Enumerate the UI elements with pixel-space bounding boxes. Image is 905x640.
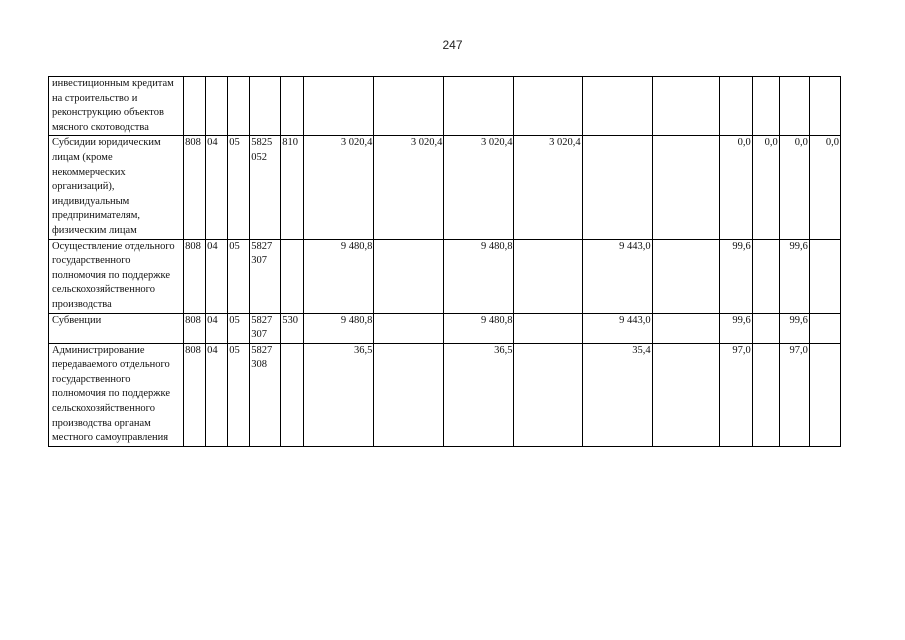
refined-federal-amount-cell [514,313,582,343]
ministry-code-cell: 808 [184,343,206,446]
executed-amount-cell: 35,4 [582,343,652,446]
percent-plan-federal-cell [752,239,779,313]
percent-refined-federal-cell [809,313,840,343]
plan-federal-amount-cell [374,313,444,343]
row-name-cell: Субвенции [49,313,184,343]
percent-plan-cell: 99,6 [719,313,752,343]
table-row [49,343,841,446]
percent-refined-cell: 99,6 [779,313,809,343]
target-item-code-cell: 5827 308 [250,343,281,446]
percent-refined-federal-cell: 0,0 [809,136,840,239]
plan-amount-cell: 36,5 [304,343,374,446]
plan-federal-amount-cell: 3 020,4 [374,136,444,239]
refined-plan-amount-cell: 36,5 [444,343,514,446]
ministry-code-cell: 808 [184,313,206,343]
expense-type-code-cell [281,239,304,313]
percent-refined-cell: 0,0 [779,136,809,239]
executed-federal-amount-cell [652,343,719,446]
subsection-code-cell: 05 [228,313,250,343]
expense-type-code-cell [281,343,304,446]
executed-federal-amount-cell [652,313,719,343]
page-number: 247 [442,38,463,52]
plan-amount-cell: 9 480,8 [304,239,374,313]
section-code-cell [206,77,228,136]
percent-plan-federal-cell [752,343,779,446]
section-code-cell: 04 [206,136,228,239]
refined-plan-amount-cell: 3 020,4 [444,136,514,239]
budget-table [48,76,841,447]
percent-plan-cell: 99,6 [719,239,752,313]
plan-federal-amount-cell [374,77,444,136]
executed-federal-amount-cell [652,77,719,136]
table-row [49,313,841,343]
table-row [49,239,841,313]
subsection-code-cell: 05 [228,239,250,313]
percent-plan-federal-cell [752,77,779,136]
executed-amount-cell [582,136,652,239]
subsection-code-cell: 05 [228,136,250,239]
row-name-cell: Администрирование передаваемого отдельного государственного полномочия по поддержке сельскохозяйственного производства органам местного самоуправления [49,343,184,446]
percent-refined-cell: 99,6 [779,239,809,313]
percent-plan-cell: 0,0 [719,136,752,239]
section-code-cell: 04 [206,343,228,446]
refined-federal-amount-cell [514,343,582,446]
expense-type-code-cell [281,77,304,136]
executed-amount-cell [582,77,652,136]
ministry-code-cell [184,77,206,136]
plan-amount-cell [304,77,374,136]
executed-amount-cell: 9 443,0 [582,313,652,343]
table-row [49,136,841,239]
refined-plan-amount-cell: 9 480,8 [444,239,514,313]
percent-refined-federal-cell [809,343,840,446]
row-name-cell: Осуществление отдельного государственного полномочия по поддержке сельскохозяйственного производства [49,239,184,313]
plan-amount-cell: 3 020,4 [304,136,374,239]
target-item-code-cell: 5825 052 [250,136,281,239]
refined-plan-amount-cell [444,77,514,136]
percent-plan-cell [719,77,752,136]
percent-plan-federal-cell [752,313,779,343]
percent-refined-cell [779,77,809,136]
refined-federal-amount-cell [514,239,582,313]
row-name-cell: инвестиционным кредитам на строительство и реконструкцию объектов мясного скотоводства [49,77,184,136]
percent-refined-federal-cell [809,239,840,313]
subsection-code-cell: 05 [228,343,250,446]
section-code-cell: 04 [206,313,228,343]
refined-federal-amount-cell: 3 020,4 [514,136,582,239]
percent-refined-cell: 97,0 [779,343,809,446]
percent-refined-federal-cell [809,77,840,136]
refined-plan-amount-cell: 9 480,8 [444,313,514,343]
expense-type-code-cell: 530 [281,313,304,343]
ministry-code-cell: 808 [184,136,206,239]
target-item-code-cell: 5827 307 [250,239,281,313]
target-item-code-cell: 5827 307 [250,313,281,343]
target-item-code-cell [250,77,281,136]
table-row [49,77,841,136]
ministry-code-cell: 808 [184,239,206,313]
section-code-cell: 04 [206,239,228,313]
executed-federal-amount-cell [652,136,719,239]
plan-federal-amount-cell [374,239,444,313]
plan-federal-amount-cell [374,343,444,446]
refined-federal-amount-cell [514,77,582,136]
percent-plan-cell: 97,0 [719,343,752,446]
expense-type-code-cell: 810 [281,136,304,239]
executed-federal-amount-cell [652,239,719,313]
plan-amount-cell: 9 480,8 [304,313,374,343]
row-name-cell: Субсидии юридическим лицам (кроме некоммерческих организаций), индивидуальным предпринимателям, физическим лицам [49,136,184,239]
percent-plan-federal-cell: 0,0 [752,136,779,239]
executed-amount-cell: 9 443,0 [582,239,652,313]
subsection-code-cell [228,77,250,136]
